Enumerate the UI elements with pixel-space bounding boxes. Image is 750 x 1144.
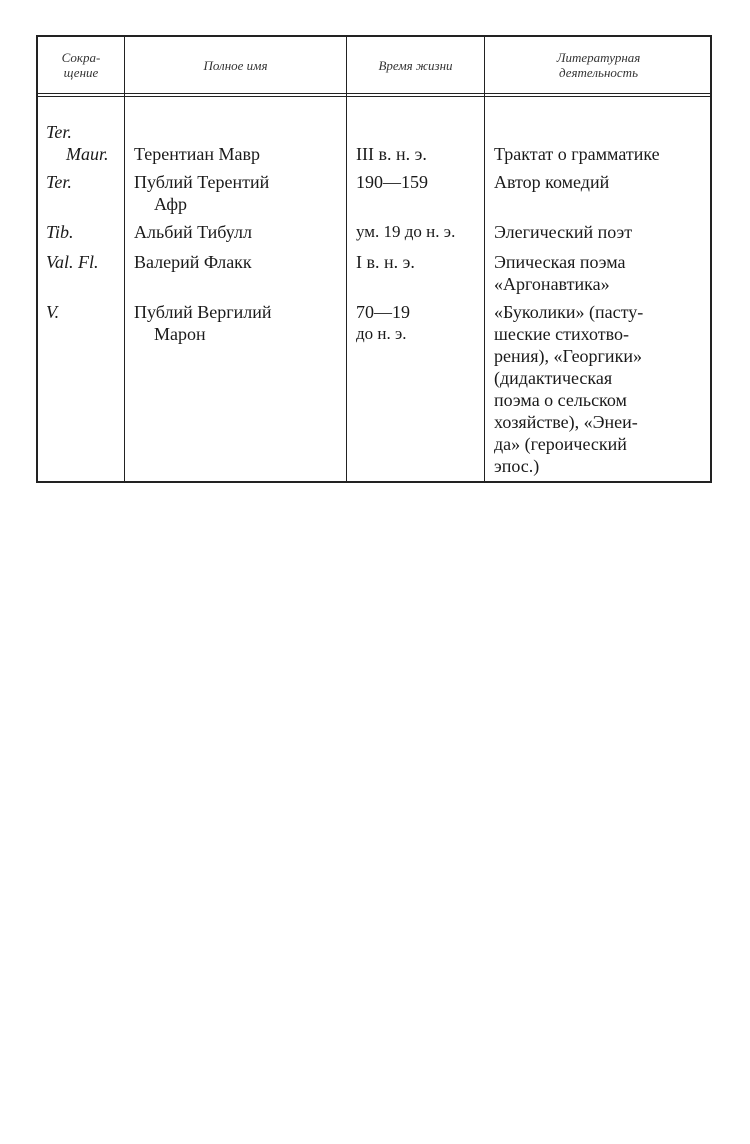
header-rule <box>38 93 710 94</box>
lit-word: «Буколики» (пасту- <box>494 302 644 322</box>
column-divider <box>346 37 347 481</box>
life-cell <box>356 171 428 193</box>
name-line: Марон <box>154 324 206 344</box>
name-line: Публий Терентий <box>134 172 270 192</box>
abbr-cell <box>46 171 72 193</box>
abbr-line: Ter. <box>46 172 72 192</box>
name-line: Валерий Флакк <box>134 252 252 272</box>
abbr-line: Ter. <box>46 122 72 142</box>
header-rule-double <box>38 96 710 97</box>
header-abbr-line: щение <box>63 65 99 80</box>
lit-line: шеские стихотво- <box>494 324 629 344</box>
lit-line: хозяйстве), «Энеи- <box>494 412 638 432</box>
name-line: Альбий Тибулл <box>134 222 252 242</box>
abbr-cell <box>46 301 59 323</box>
life-line: I в. н. э. <box>356 252 415 272</box>
header-name-label: Полное имя <box>203 57 268 73</box>
lit-cell <box>494 251 626 295</box>
lit-line: «Аргонавтика» <box>494 274 610 294</box>
lit-line: поэма о сельском <box>494 390 627 410</box>
name-line: Публий Вергилий <box>134 302 272 322</box>
header-lit-line: деятельность <box>559 65 638 80</box>
life-cell <box>356 301 410 345</box>
header-life-label: Время жизни <box>378 57 453 73</box>
life-line: 70—19 <box>356 302 410 322</box>
lit-cell <box>494 301 705 477</box>
authors-table <box>36 35 712 483</box>
lit-cell <box>494 221 632 243</box>
life-line: до н. э. <box>356 324 407 343</box>
life-line: ум. 19 до н. э. <box>356 222 456 241</box>
name-cell <box>134 143 260 165</box>
abbr-line: Val. Fl. <box>46 252 99 272</box>
name-cell <box>134 251 252 273</box>
header-lit <box>485 37 712 93</box>
life-cell <box>356 143 427 165</box>
name-line: Афр <box>154 194 187 214</box>
lit-line: Элегический поэт <box>494 222 633 242</box>
life-line: 190—159 <box>356 172 428 192</box>
header-life <box>347 37 484 93</box>
lit-line: эпос.) <box>494 456 540 476</box>
abbr-cell <box>46 251 99 273</box>
column-divider <box>484 37 485 481</box>
name-line: Терентиан Мавр <box>134 144 261 164</box>
abbr-line: Tib. <box>46 222 74 242</box>
lit-cell <box>494 143 660 165</box>
header-abbr <box>38 37 124 93</box>
lit-line: (дидактическая <box>494 368 613 388</box>
lit-line: Эпическая поэма <box>494 252 626 272</box>
abbr-line: Maur. <box>66 144 109 164</box>
life-line: III в. н. э. <box>356 144 427 164</box>
name-cell <box>134 221 252 243</box>
abbr-cell <box>46 221 74 243</box>
abbr-cell <box>46 121 109 165</box>
life-cell <box>356 221 455 243</box>
name-cell <box>134 171 269 215</box>
name-cell <box>134 301 271 345</box>
header-name <box>125 37 346 93</box>
abbr-line: V. <box>46 302 60 322</box>
header-abbr-line: Сокра- <box>61 50 101 65</box>
lit-line: Трактат о грамматике <box>494 144 660 164</box>
lit-line-justified <box>494 301 705 323</box>
lit-cell <box>494 171 609 193</box>
header-lit-line: Литературная <box>556 50 641 65</box>
life-cell <box>356 251 415 273</box>
lit-line: да» (героический <box>494 434 627 454</box>
lit-line: рения), «Георгики» <box>494 346 642 366</box>
column-divider <box>124 37 125 481</box>
lit-line: Автор комедий <box>494 172 610 192</box>
